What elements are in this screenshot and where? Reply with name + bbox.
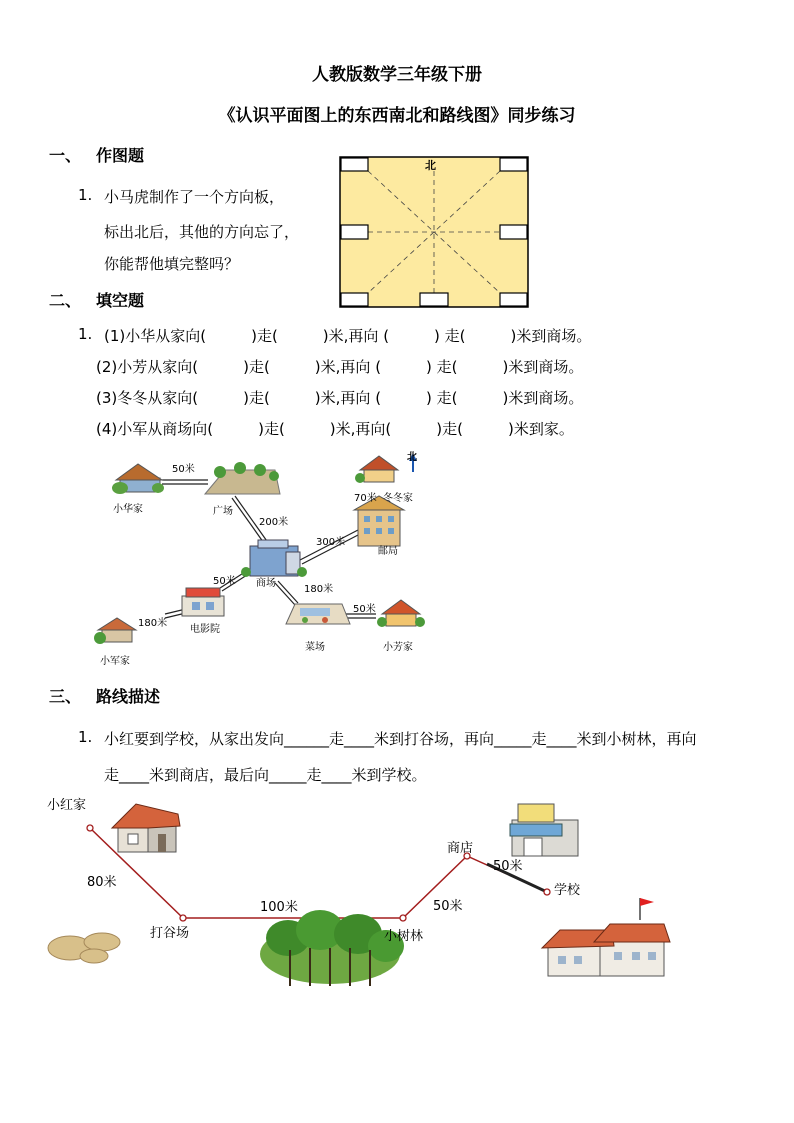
xiaofang-house-icon bbox=[377, 600, 425, 627]
distance-label: 50米 bbox=[353, 604, 376, 615]
label-mall: 商场 bbox=[256, 578, 276, 589]
fill-blank-line-1: (1)小华从家向( )走( )米,再向 ( ) 走( )米到商场。 bbox=[104, 327, 592, 345]
distance-label: 80米 bbox=[87, 875, 117, 890]
section-3-question-number: 1. bbox=[78, 728, 93, 746]
mall-icon bbox=[241, 540, 307, 577]
label-cinema: 电影院 bbox=[190, 624, 220, 635]
route-map bbox=[40, 790, 740, 990]
distance-label: 180米 bbox=[304, 584, 334, 595]
page-title: 人教版数学三年级下册 bbox=[312, 65, 482, 85]
town-map bbox=[90, 448, 440, 668]
distance-label: 70米 bbox=[354, 493, 377, 504]
label-school: 学校 bbox=[554, 883, 581, 898]
grove-icon bbox=[260, 910, 404, 986]
fill-blank-line-2: (2)小芳从家向( )走( )米,再向 ( ) 走( )米到商场。 bbox=[96, 358, 584, 376]
label-shop: 商店 bbox=[447, 841, 474, 856]
section-1-line-1: 小马虎制作了一个方向板， bbox=[104, 188, 285, 206]
section-1-line-3: 你能帮他填完整吗？ bbox=[104, 255, 240, 273]
label-grove: 小树林 bbox=[384, 929, 424, 944]
distance-label: 200米 bbox=[259, 517, 289, 528]
distance-label: 50米 bbox=[433, 899, 463, 914]
section-1-number: 一、 bbox=[49, 146, 82, 165]
label-square: 广场 bbox=[213, 506, 233, 517]
label-dongdong-home: 冬冬家 bbox=[383, 493, 413, 504]
distance-label: 50米 bbox=[172, 464, 195, 475]
distance-label: 300米 bbox=[316, 537, 346, 548]
section-1-line-2: 标出北后，其他的方向忘了， bbox=[104, 223, 300, 241]
market-icon bbox=[286, 604, 350, 624]
label-xiaohong-home: 小红家 bbox=[47, 798, 87, 813]
route-description-line-1: 小红要到学校，从家出发向______走____米到打谷场，再向_____走____米到小树林，再向 bbox=[104, 730, 697, 748]
route-description-line-2: 走____米到商店，最后向_____走____米到学校。 bbox=[104, 766, 427, 784]
direction-board bbox=[338, 155, 530, 309]
section-3-number: 三、 bbox=[49, 687, 82, 706]
section-3-title: 路线描述 bbox=[96, 687, 161, 706]
map-north-label: 北 bbox=[407, 452, 417, 463]
xiaohua-house-icon bbox=[112, 464, 164, 494]
section-2-question-number: 1. bbox=[78, 325, 93, 343]
label-xiaojun-home: 小军家 bbox=[100, 656, 130, 667]
distance-label: 100米 bbox=[260, 900, 298, 915]
distance-label: 50米 bbox=[213, 576, 236, 587]
board-north-label: 北 bbox=[425, 159, 436, 172]
section-2-title: 填空题 bbox=[96, 291, 145, 310]
shop-icon bbox=[510, 804, 578, 856]
label-threshing-ground: 打谷场 bbox=[150, 926, 190, 941]
xiaohong-house-icon bbox=[112, 804, 180, 852]
square-icon bbox=[205, 462, 280, 494]
cinema-icon bbox=[182, 588, 224, 616]
distance-label: 180米 bbox=[138, 618, 168, 629]
label-xiaohua-home: 小华家 bbox=[113, 504, 143, 515]
section-1-question-number: 1. bbox=[78, 186, 93, 204]
label-post-office: 邮局 bbox=[378, 546, 398, 557]
haystack-icon bbox=[48, 933, 120, 963]
fill-blank-line-3: (3)冬冬从家向( )走( )米,再向 ( ) 走( )米到商场。 bbox=[96, 389, 584, 407]
fill-blank-line-4: (4)小军从商场向( )走( )米,再向( )走( )米到家。 bbox=[96, 420, 574, 438]
label-xiaofang-home: 小芳家 bbox=[383, 642, 413, 653]
dongdong-house-icon bbox=[355, 456, 398, 483]
xiaojun-house-icon bbox=[94, 618, 136, 644]
section-2-number: 二、 bbox=[49, 291, 82, 310]
label-market: 菜场 bbox=[305, 642, 325, 653]
section-1-title: 作图题 bbox=[96, 146, 145, 165]
school-icon bbox=[542, 898, 670, 976]
distance-label: 50米 bbox=[493, 859, 523, 874]
page-subtitle: 《认识平面图上的东西南北和路线图》同步练习 bbox=[218, 106, 576, 126]
